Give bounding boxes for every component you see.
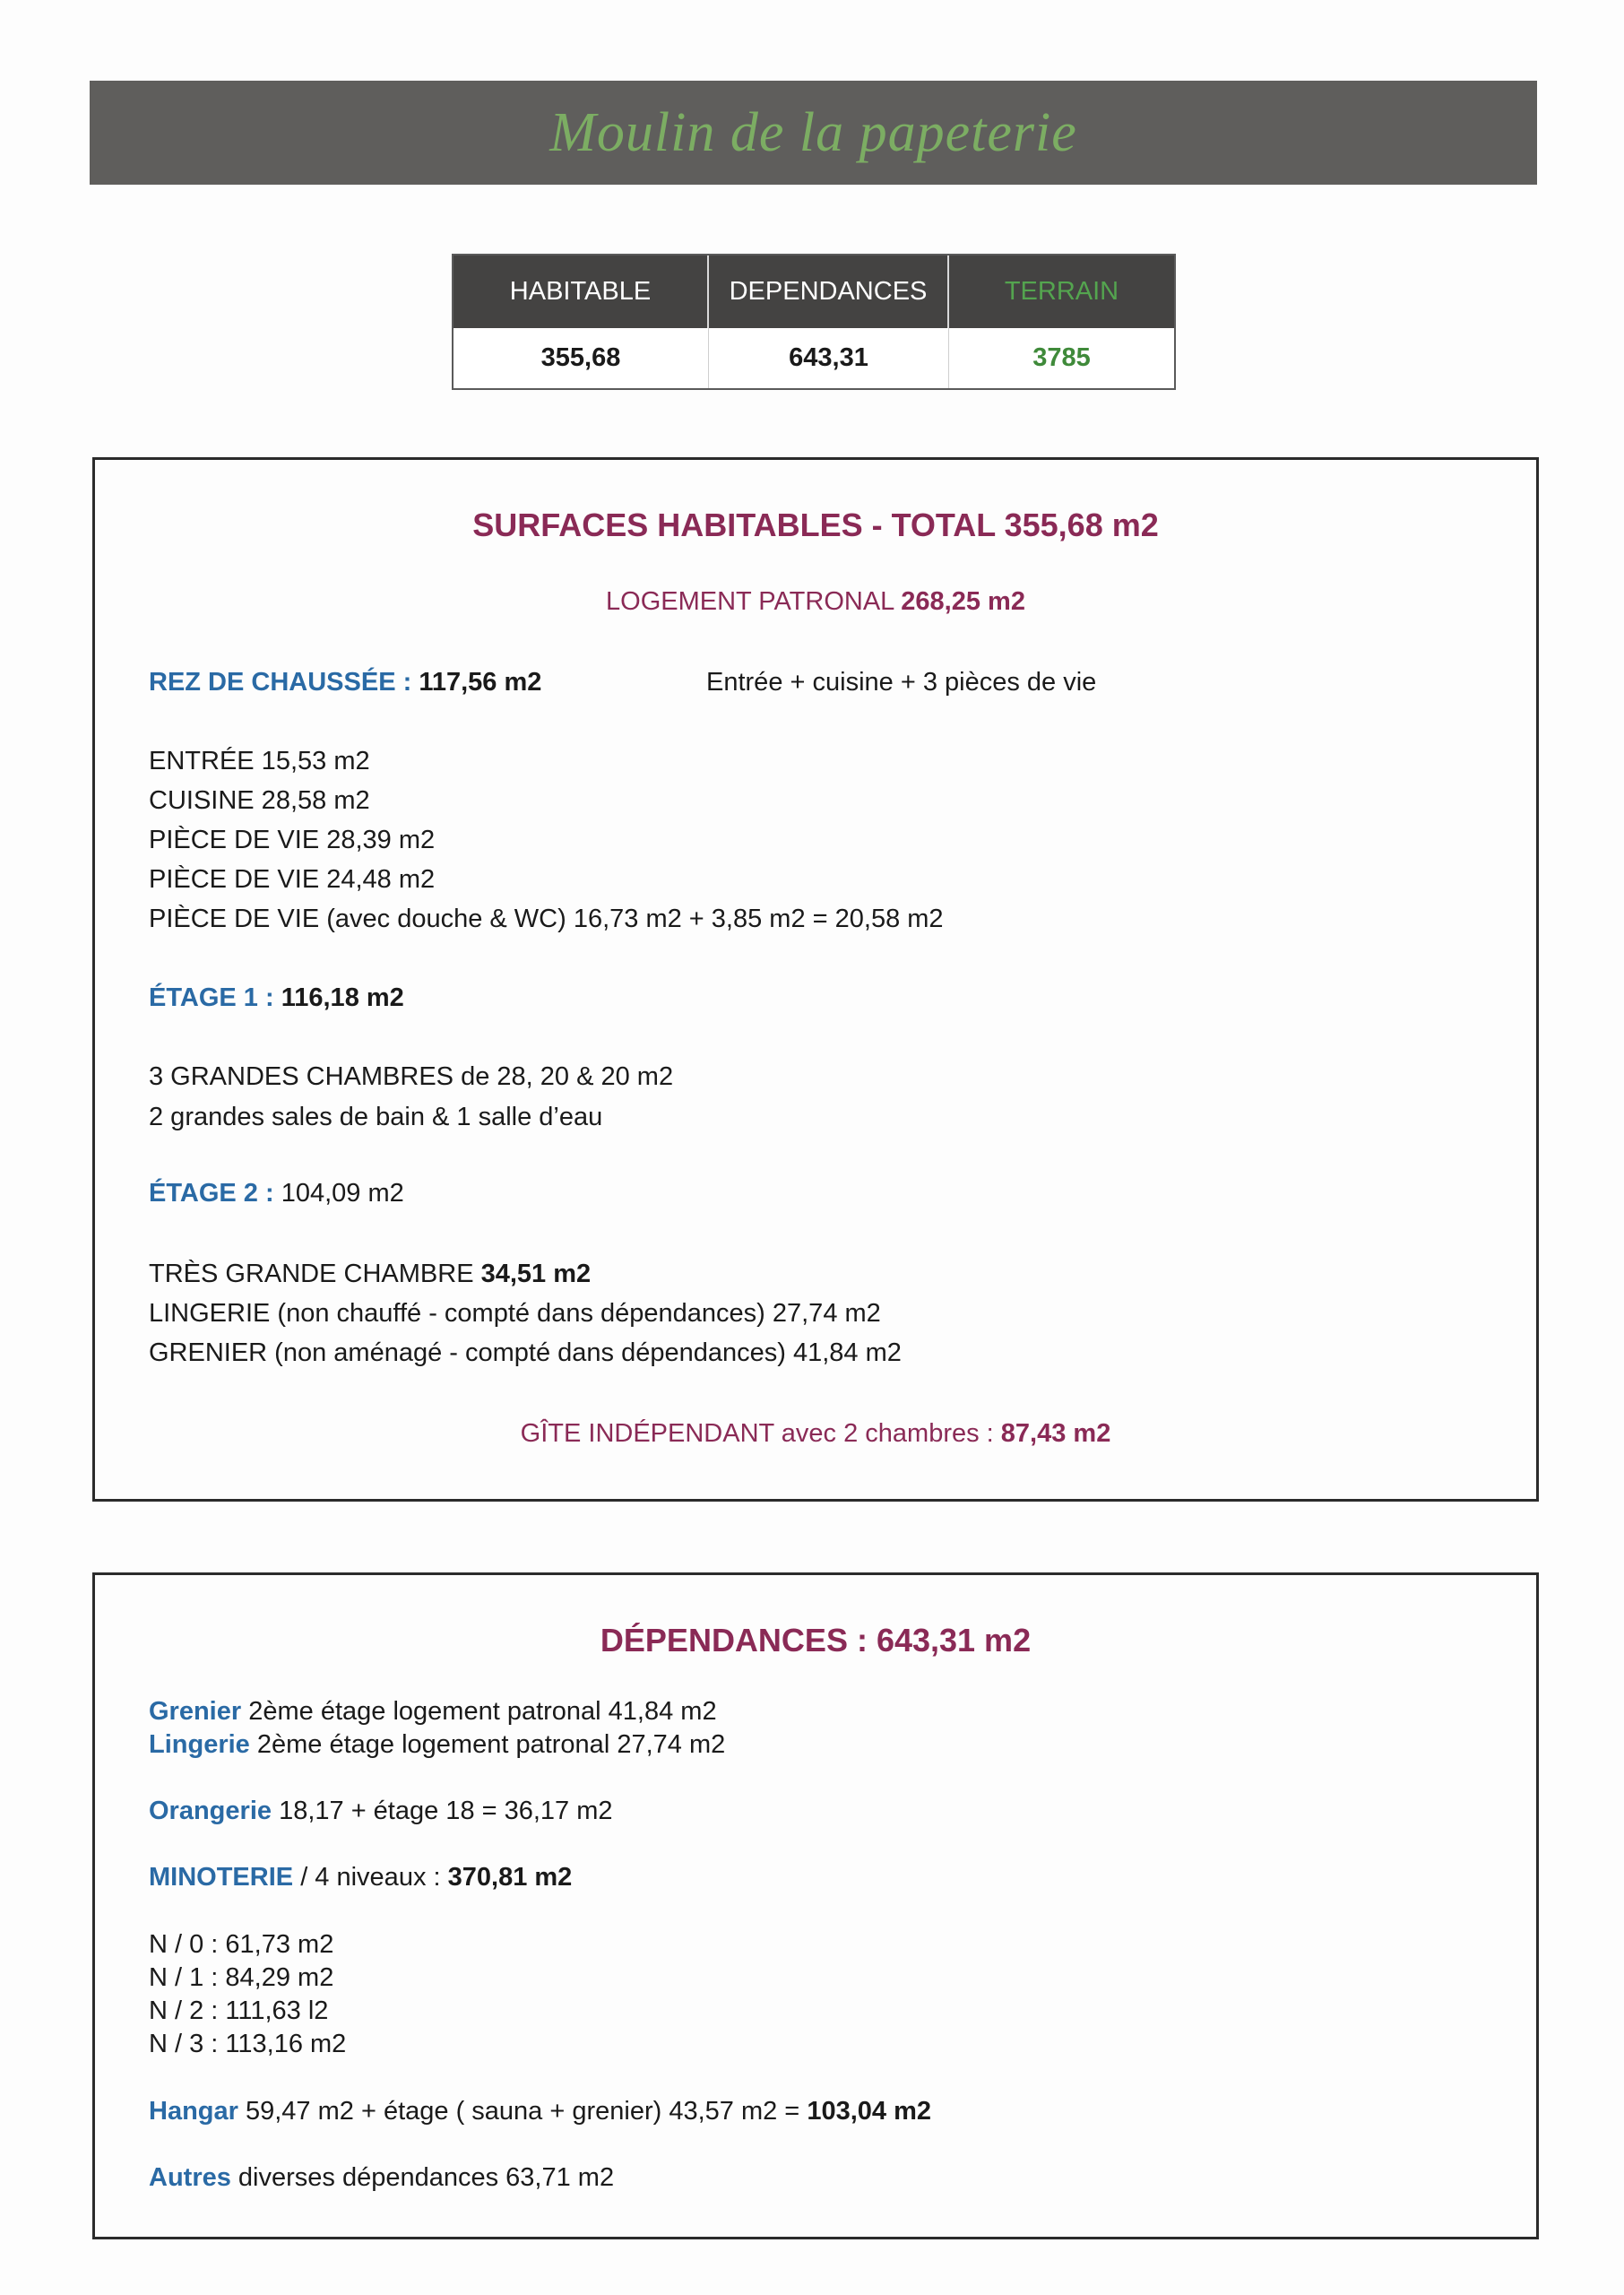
chambre-value: 34,51 m2 xyxy=(480,1260,592,1288)
etage2-room: GRENIER (non aménagé - compté dans dépendances) 41,84 m2 xyxy=(149,1338,902,1367)
header-dependances: DEPENDANCES xyxy=(709,255,949,328)
lingerie-line xyxy=(149,1730,725,1760)
habitable-heading-label: SURFACES HABITABLES - TOTAL xyxy=(472,507,996,543)
chambre-label: TRÈS GRANDE CHAMBRE xyxy=(149,1260,474,1288)
etage1-value: 116,18 m2 xyxy=(281,983,404,1012)
rdc-description: Entrée + cuisine + 3 pièces de vie xyxy=(706,668,1097,697)
grenier-text: 2ème étage logement patronal 41,84 m2 xyxy=(248,1697,717,1726)
niveau-line: N / 0 : 61,73 m2 xyxy=(149,1930,334,1959)
autres-label: Autres xyxy=(149,2163,231,2192)
orangerie-label: Orangerie xyxy=(149,1797,272,1825)
niveau-line: N / 1 : 84,29 m2 xyxy=(149,1963,334,1992)
minoterie-text: / 4 niveaux : xyxy=(300,1863,441,1892)
hangar-label: Hangar xyxy=(149,2097,238,2126)
grenier-line xyxy=(149,1697,717,1727)
etage1-room: 2 grandes sales de bain & 1 salle d’eau xyxy=(149,1103,603,1131)
rdc-room: PIÈCE DE VIE 24,48 m2 xyxy=(149,865,436,894)
logement-label: LOGEMENT PATRONAL xyxy=(606,587,894,616)
autres-line xyxy=(149,2163,614,2193)
value-terrain: 3785 xyxy=(949,328,1174,388)
orangerie-text: 18,17 + étage 18 = 36,17 m2 xyxy=(279,1797,613,1825)
rdc-room: PIÈCE DE VIE 28,39 m2 xyxy=(149,826,436,854)
gite-value: 87,43 m2 xyxy=(1000,1419,1111,1448)
rdc-value: 117,56 m2 xyxy=(419,668,542,697)
etage2-room: LINGERIE (non chauffé - compté dans dépendances) 27,74 m2 xyxy=(149,1299,881,1328)
header-habitable: HABITABLE xyxy=(454,255,709,328)
value-habitable: 355,68 xyxy=(454,328,709,388)
rdc-sep: : xyxy=(395,668,419,697)
etage2-label: ÉTAGE 2 xyxy=(149,1179,258,1208)
grenier-label: Grenier xyxy=(149,1697,242,1726)
habitable-section xyxy=(92,457,1539,1502)
rdc-room: PIÈCE DE VIE (avec douche & WC) 16,73 m2 + 3,85 m2 = 20,58 m2 xyxy=(149,905,944,933)
dependances-section xyxy=(92,1572,1539,2239)
etage1-sep: : xyxy=(257,983,281,1012)
minoterie-value: 370,81 m2 xyxy=(447,1863,573,1892)
dependances-heading: DÉPENDANCES : 643,31 m2 xyxy=(600,1622,1032,1658)
title-banner xyxy=(90,81,1537,185)
rdc-heading xyxy=(149,668,541,697)
rdc-room: CUISINE 28,58 m2 xyxy=(149,786,370,815)
value-dependances: 643,31 xyxy=(709,328,949,388)
orangerie-line xyxy=(149,1797,613,1826)
hangar-text: 59,47 m2 + étage ( sauna + grenier) 43,57 m2 = xyxy=(245,2097,800,2126)
hangar-value: 103,04 m2 xyxy=(807,2097,931,2126)
etage1-room: 3 GRANDES CHAMBRES de 28, 20 & 20 m2 xyxy=(149,1062,674,1091)
summary-table xyxy=(452,254,1176,390)
lingerie-text: 2ème étage logement patronal 27,74 m2 xyxy=(256,1730,726,1759)
habitable-heading-value: 355,68 m2 xyxy=(1004,507,1159,543)
hangar-line xyxy=(149,2097,931,2126)
minoterie-label: MINOTERIE xyxy=(149,1863,294,1892)
lingerie-label: Lingerie xyxy=(149,1730,250,1759)
rdc-label: REZ DE CHAUSSÉE xyxy=(149,668,396,697)
etage2-sep: : xyxy=(257,1179,281,1208)
autres-text: diverses dépendances 63,71 m2 xyxy=(238,2163,615,2192)
rdc-room: ENTRÉE 15,53 m2 xyxy=(149,747,370,775)
niveau-line: N / 2 : 111,63 l2 xyxy=(149,1996,329,2025)
etage2-chambre xyxy=(149,1260,591,1289)
niveau-line: N / 3 : 113,16 m2 xyxy=(149,2030,347,2058)
etage2-heading xyxy=(149,1179,404,1208)
minoterie-line xyxy=(149,1863,572,1892)
etage1-label: ÉTAGE 1 xyxy=(149,983,258,1012)
page-title: Moulin de la papeterie xyxy=(549,101,1077,163)
gite-label: GÎTE INDÉPENDANT avec 2 chambres : xyxy=(520,1419,994,1448)
habitable-heading xyxy=(95,507,1536,544)
gite-line xyxy=(95,1419,1536,1449)
logement-patronal-line xyxy=(95,587,1536,617)
etage2-value: 104,09 m2 xyxy=(281,1179,404,1208)
logement-value: 268,25 m2 xyxy=(901,587,1025,616)
etage1-heading xyxy=(149,983,404,1013)
header-terrain: TERRAIN xyxy=(949,255,1174,328)
